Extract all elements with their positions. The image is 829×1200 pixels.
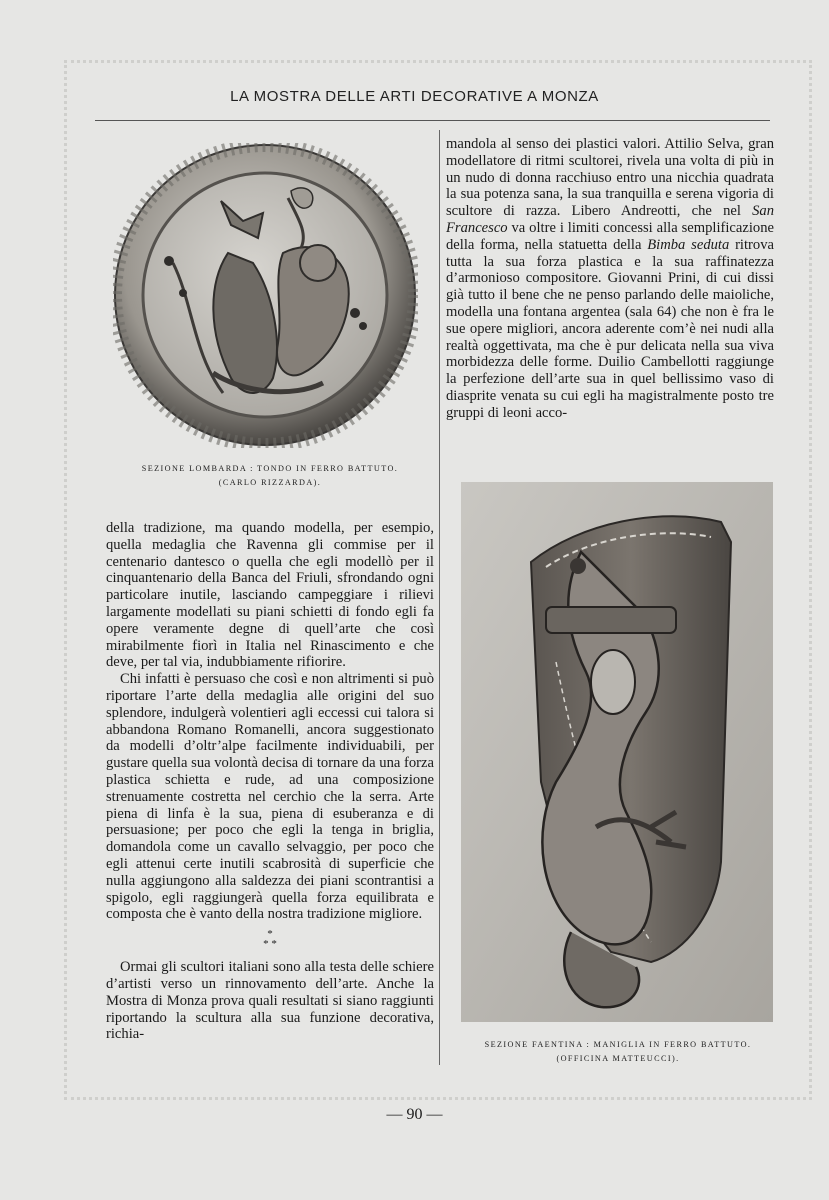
paragraph: Ormai gli scultori italiani sono alla testa delle schiere d’artisti verso un rinnovamento dell’arte. Anche la Mostra di Monza prova quali resultati si siano raggiunti riportando la scultura alla sua funzione decorativa, richia- [106, 959, 434, 1043]
work-title: San Francesco [446, 203, 774, 236]
text-run: va oltre i limiti concessi alla semplificazione della forma, nella statuetta della [446, 219, 774, 253]
page-number: — 90 — [386, 1106, 443, 1123]
text-run: ritrova tutta la sua forza plastica e la sua raffinatezza d’armonioso compositore. Giovanni Prini, di cui dissi già tutto il bene che ne penso parlando delle maioliche, modella una fontana argentea (sala 64) che non è fra le sue opere migliori, ancora aderente com’è nei nudi alla realtà oggettivata, ma che è pur delicata nella sua viva morbidezza delle forme. Duilio Cambellotti raggiunge la perfezione dell’arte sua in quel bellissimo vaso di diasprite venata su cui egli ha magistralmente posto tre gruppi di leoni acco- [446, 236, 774, 421]
asterism-top: * [267, 928, 273, 941]
caption-line: SEZIONE FAENTINA : MANIGLIA IN FERRO BATTUTO. [484, 1040, 752, 1049]
paragraph: della tradizione, ma quando modella, per esempio, quella medaglia che Ravenna gli commise per il centenario dantesco o quella che egli modellò per il cinquantenario della Banca del Friuli, sfrondando ogni particolare inutile, lasciando campeggiare i rilievi largamente modellati su piani schietti di fondo egli fa opere veramente degne di quell’arte che così mirabilmente fiorì in Italia nel Rinascimento e che deve, per tal via, indubbiamente rifiorire. [106, 520, 434, 671]
text-run: mandola al senso dei plastici valori. Attilio Selva, gran modellatore di ritmi scultorei, rivela una volta di più in un nudo di donna racchiuso entro una nicchia quadrata la sua potenza sana, la sua tranquilla e serena vigoria di scultore di razza. Libero Andreotti, che nel [446, 136, 774, 220]
right-column-text [446, 136, 774, 422]
asterism-bottom: * * [263, 938, 277, 951]
caption-line: SEZIONE LOMBARDA : TONDO IN FERRO BATTUTO. [141, 464, 399, 473]
left-column-text [106, 520, 434, 1043]
caption-credit: (OFFICINA MATTEUCCI). [556, 1054, 680, 1063]
caption-credit: (CARLO RIZZARDA). [218, 478, 322, 487]
figure-tondo-photo [113, 143, 418, 448]
figure-maniglia-caption [460, 1038, 776, 1066]
work-title: Bimba seduta [647, 236, 730, 253]
paragraph [446, 136, 774, 422]
paragraph: Chi infatti è persuaso che così e non altrimenti si può riportare l’arte della medaglia alle origini del suo splendore, indulgerà volentieri agli eccessi cui talora si abbandona Romano Romanelli, ancora suggestionato da modelli d’oltr’alpe facilmente individuabili, per gustare quella sua volontà decisa di tornare da una forza plastica schietta e rude, ad una composizione strenuamente costretta nel cerchio che la serra. Arte piena di linfa è la sua, piena di esuberanza e di persuasione; per poco che egli la tenga in briglia, domandola come un cavallo selvaggio, per poco che egli attenui certe inutili scabrosità di superficie che nulla aggiungono alla saldezza dei piani scontrantisi a spigolo, egli raggiungerà quella forza equilibrata e composta che è vanto della nostra tradizione migliore. [106, 671, 434, 923]
running-head: LA MOSTRA DELLE ARTI DECORATIVE A MONZA [230, 88, 599, 105]
header-rule [95, 120, 770, 121]
figure-tondo-caption [110, 462, 430, 490]
column-rule [439, 130, 440, 1065]
figure-maniglia-photo [461, 482, 773, 1022]
section-asterism [106, 929, 434, 949]
